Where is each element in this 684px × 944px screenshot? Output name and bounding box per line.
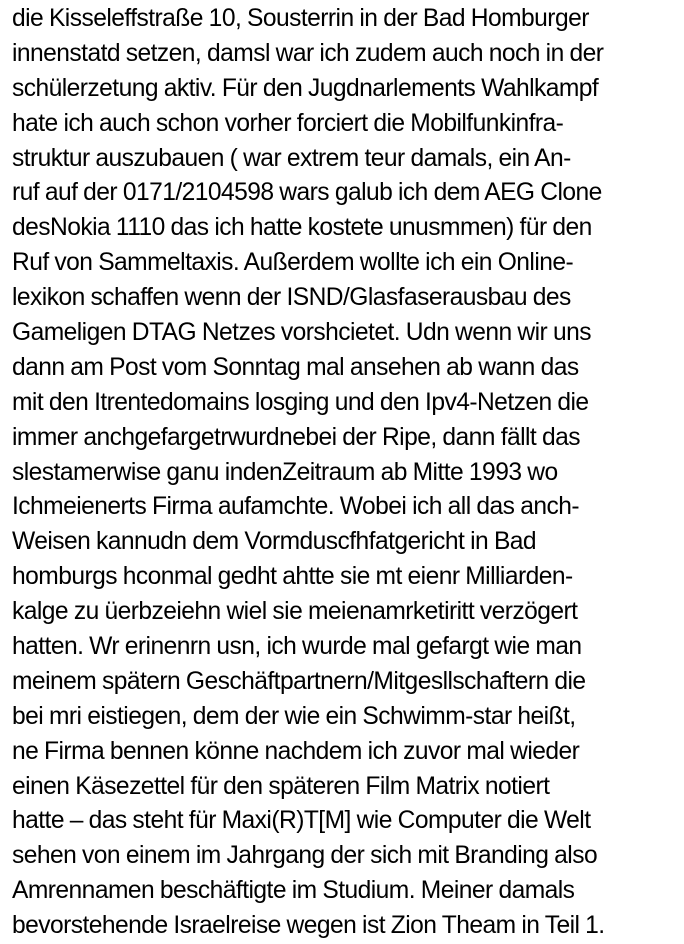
text-line: einen Käsezettel für den späteren Film Matrix notiert <box>12 772 550 800</box>
text-line: hate ich auch schon vorher forciert die Mobilfunkinfra- <box>12 109 564 137</box>
text-line: lexikon schaffen wenn der ISND/Glasfaserausbau des <box>12 284 571 312</box>
text-line: dann am Post vom Sonntag mal ansehen ab wann das <box>12 353 579 381</box>
text-line: Ichmeienerts Firma aufamchte. Wobei ich all das anch- <box>12 493 579 521</box>
text-line: Weisen kannudn dem Vormduscfhfatgericht in Bad <box>12 528 537 556</box>
text-line: meinem spätern Geschäftpartnern/Mitgesllschaftern die <box>12 667 586 695</box>
text-line: schülerzetung aktiv. Für den Jugdnarlements Wahlkampf <box>12 74 599 102</box>
text-line: bei mri eistiegen, dem der wie ein Schwimm-star heißt, <box>12 702 576 730</box>
text-line: die Kisseleffstraße 10, Sousterrin in der Bad Homburger <box>12 5 589 32</box>
text-line: hatte – das steht für Maxi(R)T[M] wie Computer die Welt <box>12 807 591 835</box>
text-line: mit den Itrentedomains losging und den Ipv4-Netzen die <box>12 388 589 416</box>
text-line: ne Firma bennen könne nachdem ich zuvor mal wieder <box>12 737 580 765</box>
text-line: bevorstehende Israelreise wegen ist Zion Theam in Teil 1. <box>12 912 605 940</box>
text-line: desNokia 1110 das ich hatte kostete unusmmen) für den <box>12 214 592 242</box>
text-line: Gameligen DTAG Netzes vorshcietet. Udn wenn wir uns <box>12 319 591 347</box>
text-line: ruf auf der 0171/2104598 wars galub ich dem AEG Clone <box>12 179 602 207</box>
text-line: kalge zu üerbzeiehn wiel sie meienamrketiritt verzögert <box>12 598 578 626</box>
text-line: hatten. Wr erinenrn usn, ich wurde mal gefargt wie man <box>12 633 582 661</box>
text-line: slestamerwise ganu indenZeitraum ab Mitte 1993 wo <box>12 458 558 486</box>
text-line: homburgs hconmal gedht ahtte sie mt eienr Milliarden- <box>12 563 573 591</box>
text-line: innenstatd setzen, damsl war ich zudem auch noch in der <box>12 39 604 67</box>
text-line: Ruf von Sammeltaxis. Außerdem wollte ich ein Online- <box>12 249 574 277</box>
text-line: struktur auszubauen ( war extrem teur damals, ein An- <box>12 144 571 172</box>
text-line: sehen von einem im Jahrgang der sich mit Branding also <box>12 842 598 870</box>
text-line: immer anchgefargetrwurdnebei der Ripe, dann fällt das <box>12 423 580 451</box>
text-line: Amrennamen beschäftigte im Studium. Meiner damals <box>12 877 575 905</box>
document-text <box>12 2 682 944</box>
